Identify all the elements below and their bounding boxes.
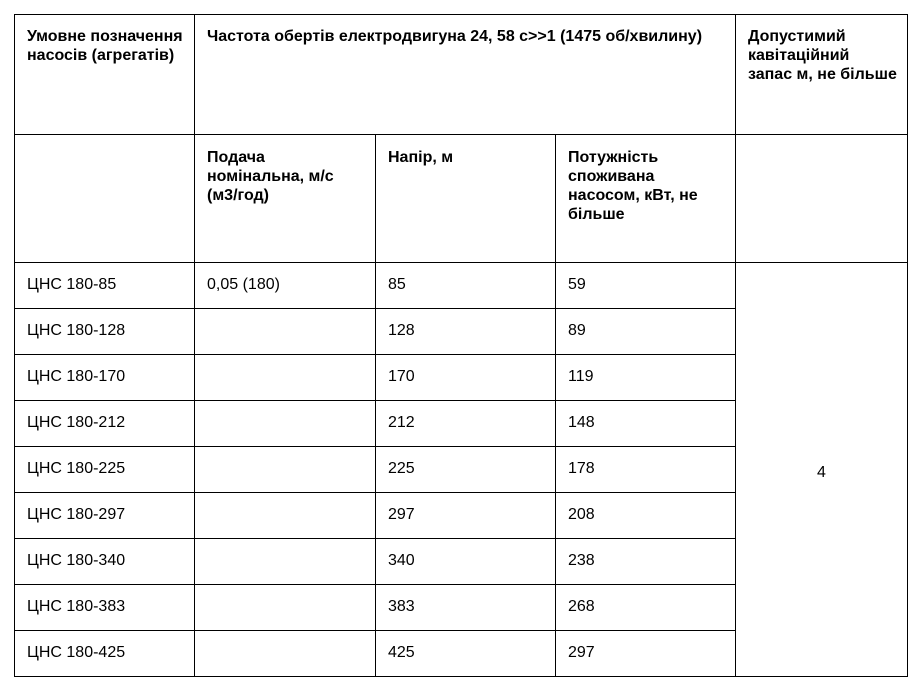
cell-head: 340	[376, 539, 556, 585]
header-row-2	[15, 135, 908, 263]
cell-cavitation-reserve: 4	[736, 263, 908, 677]
cell-head: 225	[376, 447, 556, 493]
cell-designation: ЦНС 180-383	[15, 585, 195, 631]
cell-head: 212	[376, 401, 556, 447]
cell-head: 297	[376, 493, 556, 539]
pump-spec-table	[14, 14, 908, 677]
header-power: Потужність споживана насосом, кВт, не більше	[556, 135, 736, 263]
header-designation: Умовне позначення насосів (агрегатів)	[15, 15, 195, 135]
header-blank-cell	[736, 135, 908, 263]
cell-designation: ЦНС 180-170	[15, 355, 195, 401]
header-blank-cell	[15, 135, 195, 263]
cell-flow	[195, 585, 376, 631]
pump-spec-table-container	[14, 14, 908, 677]
cell-flow	[195, 309, 376, 355]
cell-power: 89	[556, 309, 736, 355]
header-flow: Подача номінальна, м/с (м3/год)	[195, 135, 376, 263]
cell-flow	[195, 447, 376, 493]
cell-power: 119	[556, 355, 736, 401]
cell-power: 297	[556, 631, 736, 677]
header-cavitation-reserve: Допустимий кавітаційний запас м, не більше	[736, 15, 908, 135]
cell-head: 170	[376, 355, 556, 401]
cell-power: 268	[556, 585, 736, 631]
cell-designation: ЦНС 180-340	[15, 539, 195, 585]
cell-flow	[195, 401, 376, 447]
cell-head: 383	[376, 585, 556, 631]
cell-flow	[195, 631, 376, 677]
header-frequency: Частота обертів електродвигуна 24, 58 с>>1 (1475 об/хвилину)	[195, 15, 736, 135]
cell-flow	[195, 539, 376, 585]
cell-power: 208	[556, 493, 736, 539]
cell-head: 425	[376, 631, 556, 677]
cell-designation: ЦНС 180-85	[15, 263, 195, 309]
cell-designation: ЦНС 180-425	[15, 631, 195, 677]
cell-designation: ЦНС 180-297	[15, 493, 195, 539]
cell-power: 59	[556, 263, 736, 309]
header-head: Напір, м	[376, 135, 556, 263]
cell-flow	[195, 355, 376, 401]
cell-flow: 0,05 (180)	[195, 263, 376, 309]
cell-power: 148	[556, 401, 736, 447]
cell-power: 238	[556, 539, 736, 585]
header-row-1	[15, 15, 908, 135]
cell-designation: ЦНС 180-225	[15, 447, 195, 493]
cell-designation: ЦНС 180-128	[15, 309, 195, 355]
cell-head: 85	[376, 263, 556, 309]
table-row	[15, 263, 908, 309]
cell-power: 178	[556, 447, 736, 493]
cell-head: 128	[376, 309, 556, 355]
cell-flow	[195, 493, 376, 539]
cell-designation: ЦНС 180-212	[15, 401, 195, 447]
